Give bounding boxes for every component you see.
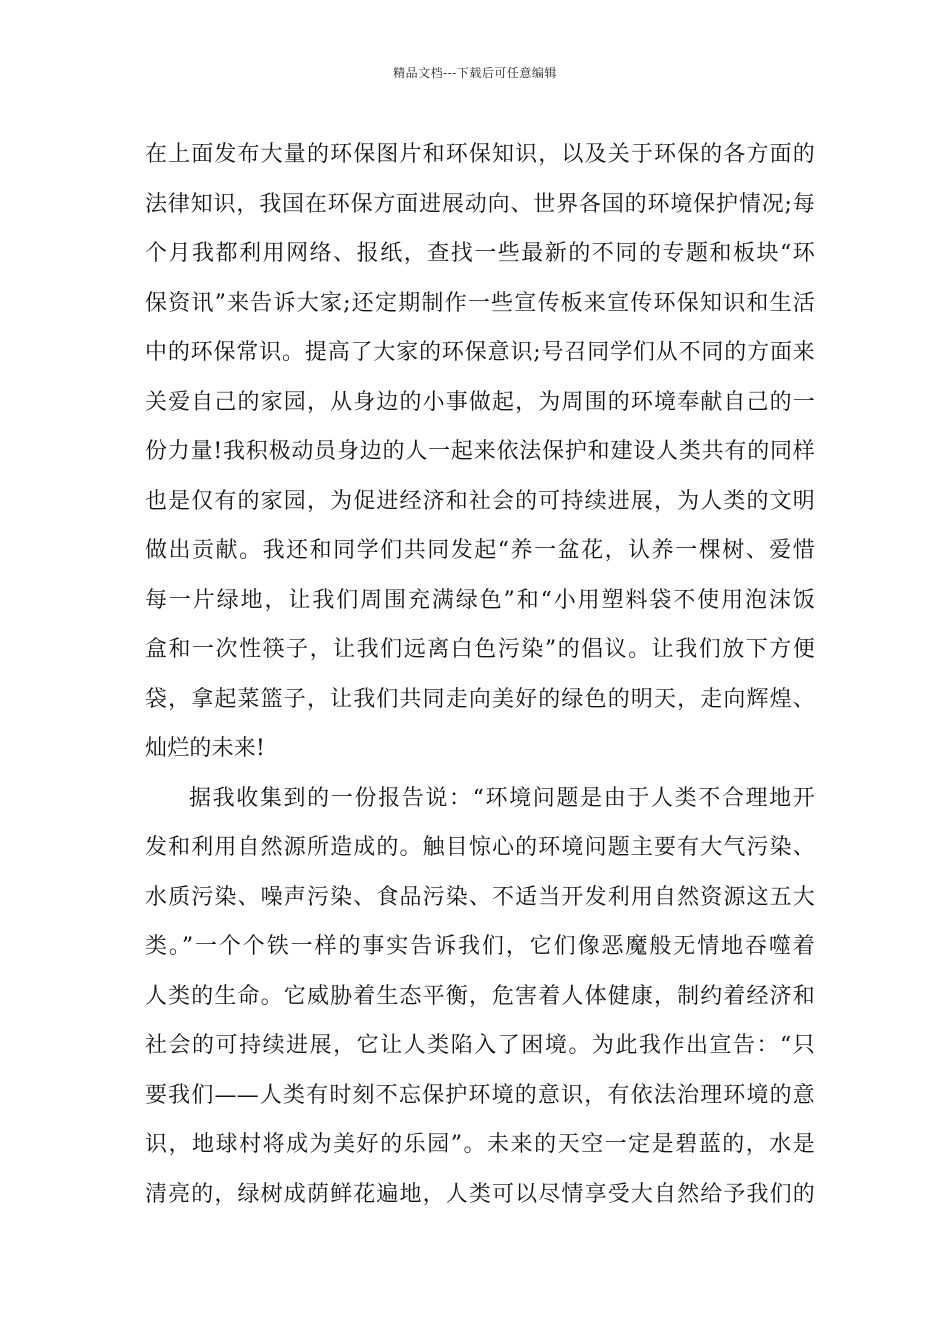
text-line: 灿烂的未来! (145, 736, 266, 761)
text-line: 清亮的，绿树成荫鲜花遍地，人类可以尽情享受大自然给予我们的 (145, 1181, 815, 1207)
text-line: 人类的生命。它威胁着生态平衡，危害着人体健康，制约着经济和 (145, 983, 815, 1009)
text-line: 保资讯”来告诉大家;还定期制作一些宣传板来宣传环保知识和生活 (145, 290, 815, 316)
paragraph-2 (145, 774, 815, 1220)
text-line: 做出贡献。我还和同学们共同发起“养一盆花，认养一棵树、爱惜 (145, 538, 815, 563)
text-line: 份力量!我积极动员身边的人一起来依法保护和建设人类共有的同样 (145, 439, 815, 464)
page-header: 精品文档---下载后可任意编辑 (393, 66, 557, 80)
text-line: 每一片绿地，让我们周围充满绿色”和“小用塑料袋不使用泡沫饭 (145, 587, 815, 613)
text-line: 盒和一次性筷子，让我们远离白色污染”的倡议。让我们放下方便 (145, 637, 815, 662)
text-line: 个月我都利用网络、报纸，查找一些最新的不同的专题和板块“环 (145, 241, 815, 266)
text-line: 关爱自己的家园，从身边的小事做起，为周围的环境奉献自己的一 (145, 389, 815, 415)
text-line: 要我们——人类有时刻不忘保护环境的意识，有依法治理环境的意 (145, 1082, 815, 1108)
text-line: 中的环保常识。提高了大家的环保意识;号召同学们从不同的方面来 (145, 340, 815, 365)
text-line: 法律知识，我国在环保方面进展动向、世界各国的环境保护情况;每 (145, 191, 815, 217)
text-line: 水质污染、噪声污染、食品污染、不适当开发利用自然资源这五大 (145, 884, 815, 910)
text-line: 在上面发布大量的环保图片和环保知识，以及关于环保的各方面的 (145, 142, 815, 167)
text-line: 类。”一个个铁一样的事实告诉我们，它们像恶魔般无情地吞噬着 (145, 934, 815, 959)
text-line: 社会的可持续进展，它让人类陷入了困境。为此我作出宣告：“只 (145, 1033, 815, 1058)
text-line: 袋，拿起菜篮子，让我们共同走向美好的绿色的明天，走向辉煌、 (145, 686, 815, 712)
text-line: 据我收集到的一份报告说：“环境问题是由于人类不合理地开 (189, 785, 815, 811)
body-text (145, 130, 815, 1219)
text-line: 也是仅有的家园，为促进经济和社会的可持续进展，为人类的文明 (145, 488, 815, 514)
text-line: 识，地球村将成为美好的乐园”。未来的天空一定是碧蓝的，水是 (145, 1132, 815, 1157)
paragraph-1 (145, 130, 815, 774)
text-line: 发和利用自然源所造成的。触目惊心的环境问题主要有大气污染、 (145, 835, 815, 860)
